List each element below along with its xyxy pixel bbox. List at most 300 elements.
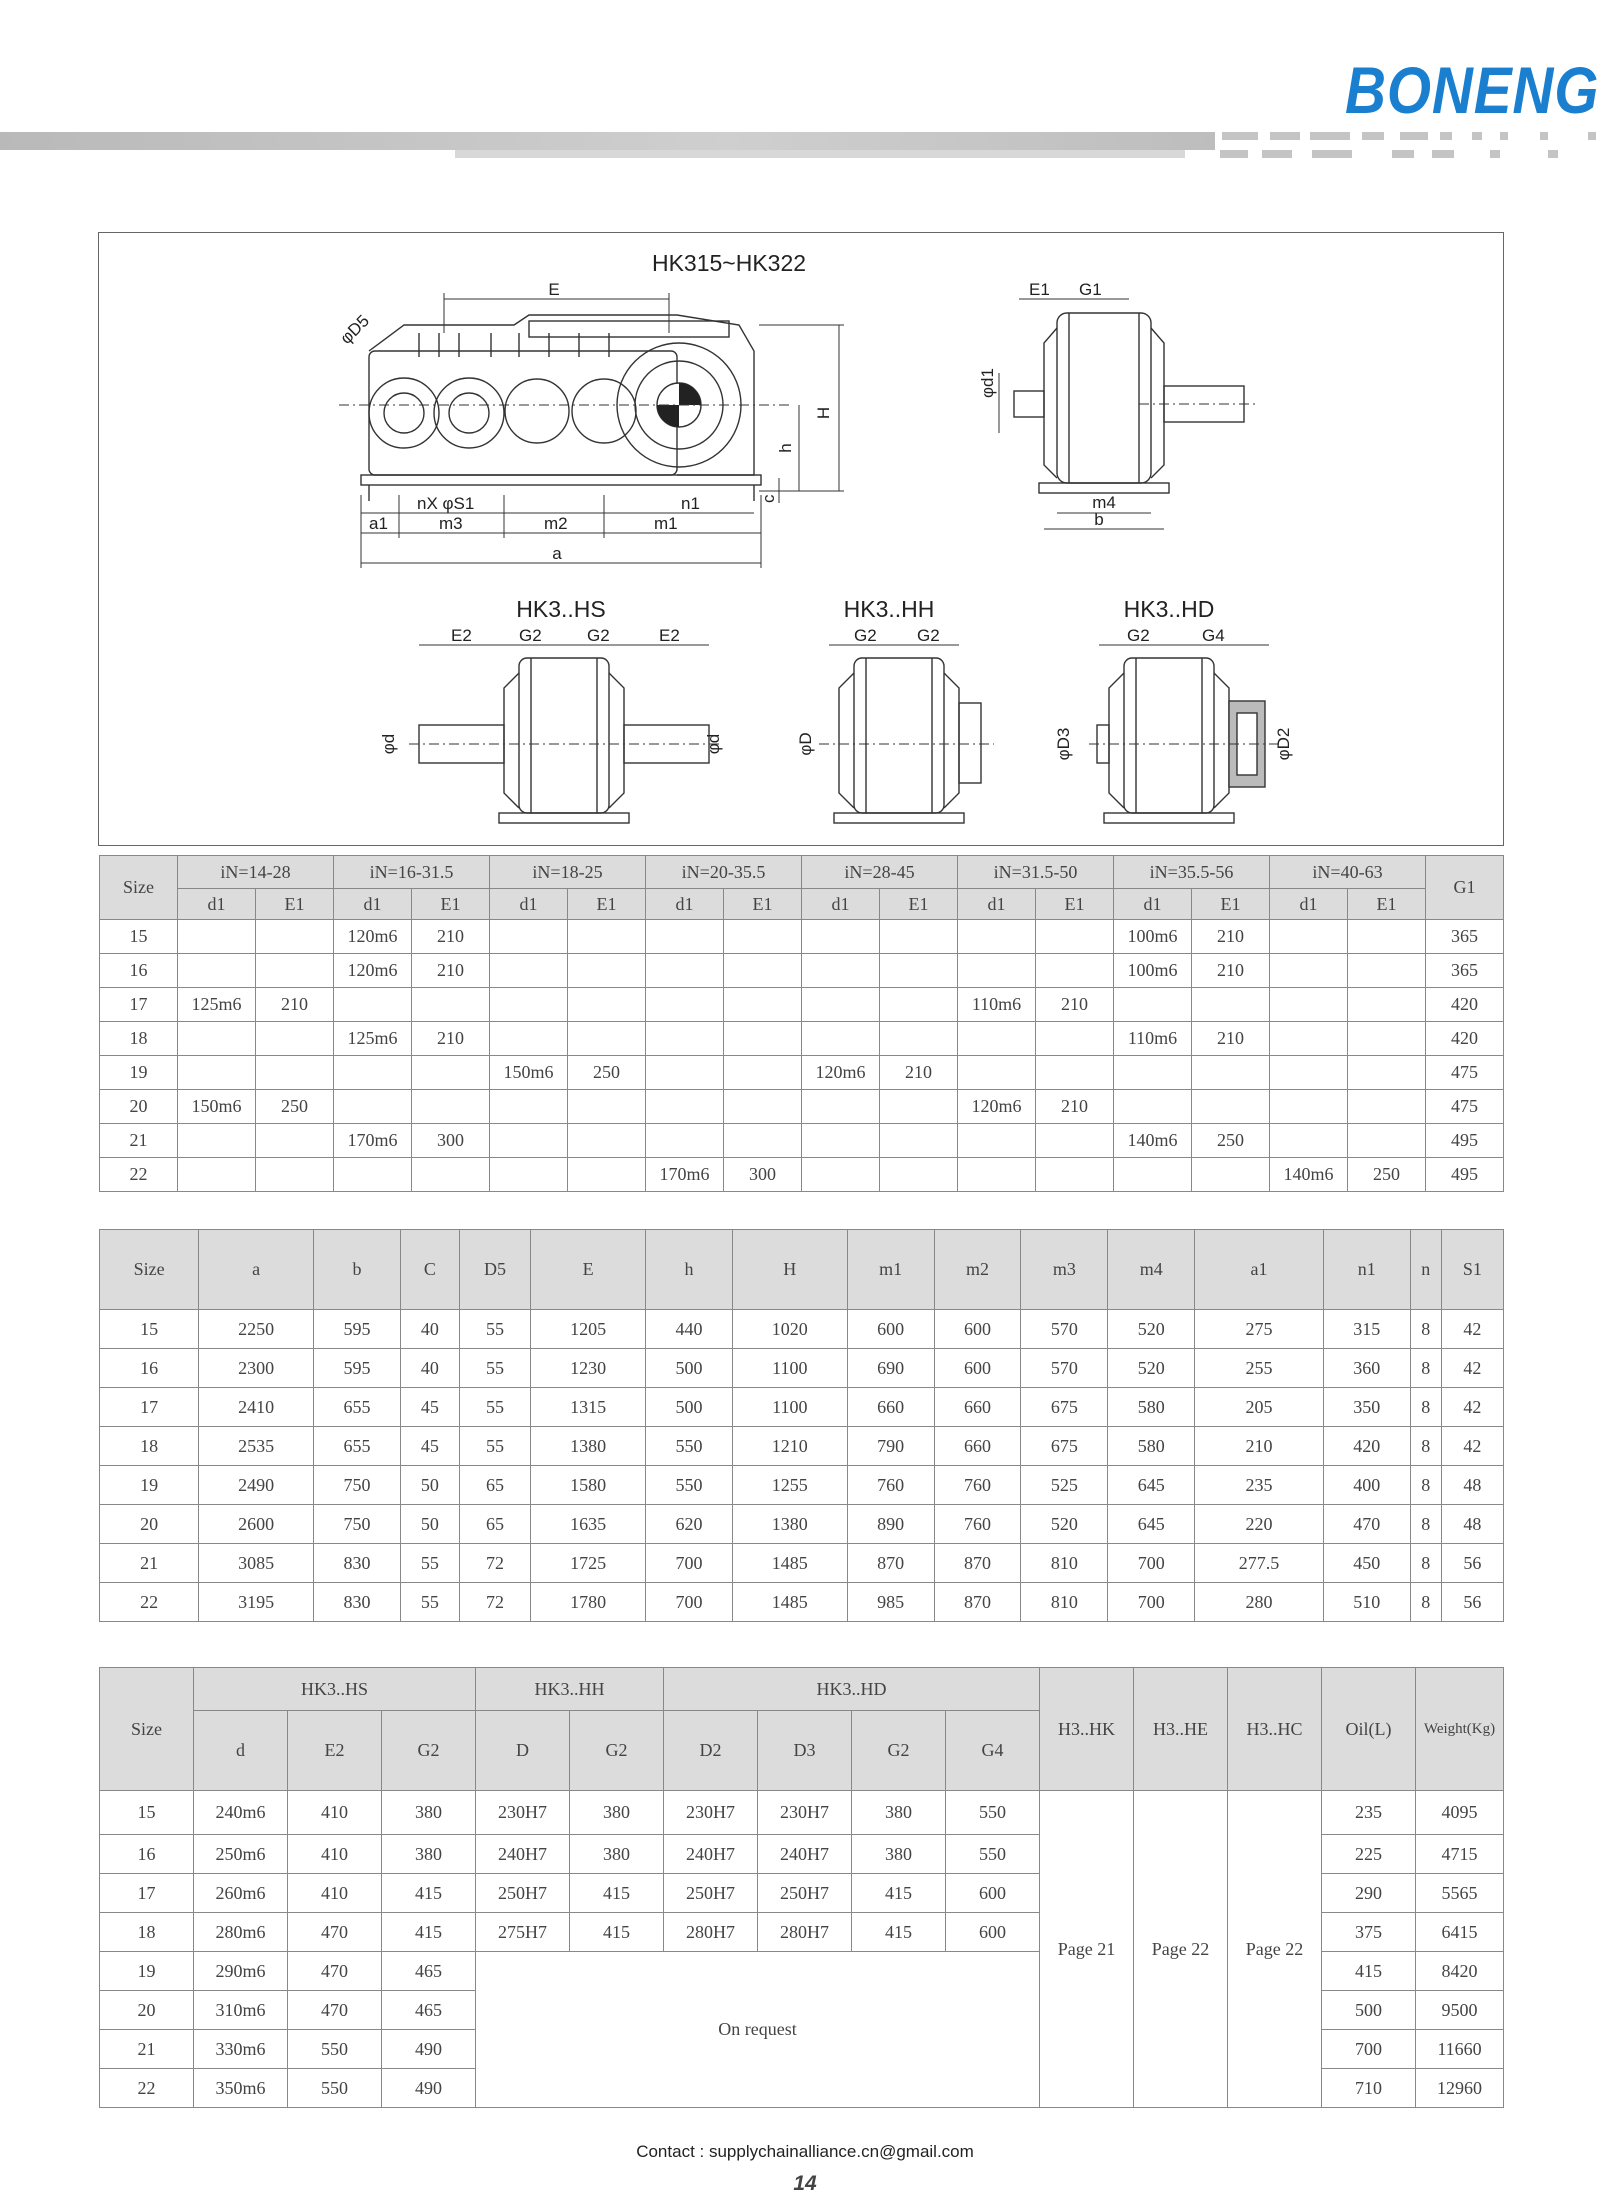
table-cell: 495 bbox=[1426, 1158, 1504, 1192]
table-cell: 110m6 bbox=[958, 988, 1036, 1022]
table-cell: 890 bbox=[847, 1505, 934, 1544]
table-cell bbox=[178, 1022, 256, 1056]
table-cell: 21 bbox=[100, 1544, 199, 1583]
table-cell: 55 bbox=[400, 1544, 459, 1583]
table-cell bbox=[1270, 1124, 1348, 1158]
view-hh bbox=[796, 596, 994, 823]
table-cell bbox=[178, 954, 256, 988]
table-cell bbox=[568, 1022, 646, 1056]
table-cell bbox=[1192, 1056, 1270, 1090]
table-cell bbox=[256, 954, 334, 988]
svg-text:φD5: φD5 bbox=[336, 311, 373, 348]
ratio-group-header: iN=16-31.5 bbox=[334, 856, 490, 889]
table-cell: 40 bbox=[400, 1310, 459, 1349]
table-cell: 210 bbox=[880, 1056, 958, 1090]
table-cell: 16 bbox=[100, 954, 178, 988]
table-cell: 870 bbox=[847, 1544, 934, 1583]
table-cell: 150m6 bbox=[490, 1056, 568, 1090]
table-cell: 985 bbox=[847, 1583, 934, 1622]
table-cell: 410 bbox=[288, 1874, 382, 1913]
header-band-lower bbox=[455, 150, 1185, 158]
table-cell bbox=[490, 920, 568, 954]
table-cell: 810 bbox=[1021, 1544, 1108, 1583]
table-cell: 410 bbox=[288, 1791, 382, 1835]
table-cell: 22 bbox=[100, 2069, 194, 2108]
table-row bbox=[100, 1583, 1504, 1622]
table-cell: 290m6 bbox=[194, 1952, 288, 1991]
size-header: Size bbox=[100, 1668, 194, 1791]
table-cell: 570 bbox=[1021, 1310, 1108, 1349]
hh-sub-header: D bbox=[476, 1711, 570, 1791]
svg-text:nX φS1: nX φS1 bbox=[417, 494, 475, 513]
svg-text:E1: E1 bbox=[1029, 280, 1050, 299]
table-cell: 277.5 bbox=[1195, 1544, 1324, 1583]
table-cell: 11660 bbox=[1416, 2030, 1504, 2069]
table-cell: 380 bbox=[852, 1835, 946, 1874]
e1-header: E1 bbox=[1036, 889, 1114, 920]
svg-text:HK3..HD: HK3..HD bbox=[1123, 596, 1215, 622]
svg-text:m1: m1 bbox=[654, 514, 678, 533]
table-cell: 55 bbox=[459, 1427, 530, 1466]
table-cell: 48 bbox=[1441, 1505, 1503, 1544]
table-cell: 100m6 bbox=[1114, 954, 1192, 988]
g1-header: G1 bbox=[1426, 856, 1504, 920]
hs-sub-header: E2 bbox=[288, 1711, 382, 1791]
d1-header: d1 bbox=[1270, 889, 1348, 920]
table-cell bbox=[958, 954, 1036, 988]
column-header: m4 bbox=[1108, 1230, 1195, 1310]
table-cell: 250H7 bbox=[758, 1874, 852, 1913]
table-cell: 550 bbox=[288, 2069, 382, 2108]
table-cell: 415 bbox=[382, 1874, 476, 1913]
table-cell bbox=[958, 1158, 1036, 1192]
svg-text:HK3..HH: HK3..HH bbox=[843, 596, 935, 622]
table-cell: 655 bbox=[314, 1427, 401, 1466]
table-cell: 48 bbox=[1441, 1466, 1503, 1505]
svg-text:h: h bbox=[776, 443, 795, 453]
e1-header: E1 bbox=[1348, 889, 1426, 920]
table-cell bbox=[880, 920, 958, 954]
e1-header: E1 bbox=[880, 889, 958, 920]
table-cell: 210 bbox=[256, 988, 334, 1022]
column-header: Size bbox=[100, 1230, 199, 1310]
table-cell: 280m6 bbox=[194, 1913, 288, 1952]
table-cell bbox=[490, 988, 568, 1022]
table-row bbox=[100, 1791, 1504, 1835]
table-cell: 600 bbox=[946, 1913, 1040, 1952]
svg-text:m2: m2 bbox=[544, 514, 568, 533]
table-cell bbox=[1270, 1056, 1348, 1090]
table-cell: 415 bbox=[570, 1874, 664, 1913]
svg-text:φd: φd bbox=[379, 733, 398, 755]
table-cell: 120m6 bbox=[958, 1090, 1036, 1124]
table-cell: 2535 bbox=[199, 1427, 314, 1466]
table-cell: 17 bbox=[100, 1874, 194, 1913]
table-cell: 470 bbox=[288, 1991, 382, 2030]
table-cell bbox=[1270, 1022, 1348, 1056]
table-cell bbox=[1036, 1056, 1114, 1090]
table-cell: 250 bbox=[1192, 1124, 1270, 1158]
table-cell bbox=[958, 1056, 1036, 1090]
table-cell: 17 bbox=[100, 988, 178, 1022]
table-cell: 20 bbox=[100, 1505, 199, 1544]
table-cell: 140m6 bbox=[1270, 1158, 1348, 1192]
table-cell: 830 bbox=[314, 1544, 401, 1583]
table-cell bbox=[256, 1124, 334, 1158]
table-cell: 65 bbox=[459, 1466, 530, 1505]
table-cell bbox=[334, 988, 412, 1022]
table-cell: 415 bbox=[852, 1913, 946, 1952]
table-cell bbox=[412, 1056, 490, 1090]
table-cell: 235 bbox=[1195, 1466, 1324, 1505]
table-cell: 120m6 bbox=[802, 1056, 880, 1090]
svg-text:G2: G2 bbox=[1127, 626, 1150, 645]
table-cell: 1315 bbox=[531, 1388, 646, 1427]
table-row bbox=[100, 1158, 1504, 1192]
table-cell: 210 bbox=[1036, 1090, 1114, 1124]
table-row bbox=[100, 1022, 1504, 1056]
column-header: D5 bbox=[459, 1230, 530, 1310]
svg-text:E: E bbox=[548, 280, 560, 299]
hs-group-header: HK3..HS bbox=[194, 1668, 476, 1711]
table-cell: 230H7 bbox=[758, 1791, 852, 1835]
column-header: n1 bbox=[1323, 1230, 1410, 1310]
table-cell bbox=[724, 920, 802, 954]
table-cell: 50 bbox=[400, 1466, 459, 1505]
hd-sub-header: D2 bbox=[664, 1711, 758, 1791]
shaft-options-table bbox=[99, 855, 1504, 1192]
svg-text:G1: G1 bbox=[1079, 280, 1102, 299]
table-cell: 45 bbox=[400, 1388, 459, 1427]
d1-header: d1 bbox=[802, 889, 880, 920]
table-cell: 365 bbox=[1426, 920, 1504, 954]
table-cell: 470 bbox=[288, 1913, 382, 1952]
h3-header: H3..HK bbox=[1040, 1668, 1134, 1791]
table-cell: 15 bbox=[100, 1310, 199, 1349]
table-cell: 250 bbox=[1348, 1158, 1426, 1192]
table-cell: 210 bbox=[1192, 954, 1270, 988]
table-cell: 170m6 bbox=[334, 1124, 412, 1158]
table-cell: 12960 bbox=[1416, 2069, 1504, 2108]
table-cell: 600 bbox=[934, 1349, 1021, 1388]
table-cell bbox=[802, 1090, 880, 1124]
table-cell: 760 bbox=[847, 1466, 934, 1505]
table-cell: 120m6 bbox=[334, 920, 412, 954]
table-cell: 20 bbox=[100, 1991, 194, 2030]
table-cell: 240m6 bbox=[194, 1791, 288, 1835]
weight-header: Weight(Kg) bbox=[1416, 1668, 1504, 1791]
svg-text:G2: G2 bbox=[587, 626, 610, 645]
table-cell: 550 bbox=[646, 1466, 733, 1505]
table-cell: 810 bbox=[1021, 1583, 1108, 1622]
table-cell: 360 bbox=[1323, 1349, 1410, 1388]
table-cell bbox=[490, 1124, 568, 1158]
output-variants-table bbox=[99, 1667, 1504, 2108]
svg-text:G4: G4 bbox=[1202, 626, 1225, 645]
table-cell: 22 bbox=[100, 1583, 199, 1622]
d1-header: d1 bbox=[958, 889, 1036, 920]
table-cell: 470 bbox=[1323, 1505, 1410, 1544]
table-cell: 1380 bbox=[531, 1427, 646, 1466]
table-cell bbox=[1348, 1056, 1426, 1090]
table-cell: 330m6 bbox=[194, 2030, 288, 2069]
d1-header: d1 bbox=[490, 889, 568, 920]
table-cell: 1635 bbox=[531, 1505, 646, 1544]
table-cell: 415 bbox=[852, 1874, 946, 1913]
table-cell: 210 bbox=[1192, 1022, 1270, 1056]
table-cell: 410 bbox=[288, 1835, 382, 1874]
brand-logo: BONENG bbox=[1345, 53, 1600, 127]
table-cell bbox=[802, 988, 880, 1022]
table-cell bbox=[802, 920, 880, 954]
table-cell: 315 bbox=[1323, 1310, 1410, 1349]
table-cell bbox=[646, 920, 724, 954]
column-header: a1 bbox=[1195, 1230, 1324, 1310]
table-cell: 675 bbox=[1021, 1427, 1108, 1466]
table-cell: 1780 bbox=[531, 1583, 646, 1622]
table-cell: 475 bbox=[1426, 1056, 1504, 1090]
table-cell bbox=[880, 1124, 958, 1158]
table-cell bbox=[1348, 954, 1426, 988]
table-cell bbox=[490, 954, 568, 988]
h3-header: H3..HE bbox=[1134, 1668, 1228, 1791]
table-cell bbox=[568, 988, 646, 1022]
table-cell: 500 bbox=[646, 1388, 733, 1427]
table-cell: 225 bbox=[1322, 1835, 1416, 1874]
table-cell: 16 bbox=[100, 1349, 199, 1388]
table-cell bbox=[568, 954, 646, 988]
table-cell: 500 bbox=[1322, 1991, 1416, 2030]
table-cell: 660 bbox=[847, 1388, 934, 1427]
table-cell bbox=[490, 1090, 568, 1124]
table-cell: 18 bbox=[100, 1913, 194, 1952]
table-cell bbox=[1036, 920, 1114, 954]
svg-text:E2: E2 bbox=[659, 626, 680, 645]
drawing-title: HK315~HK322 bbox=[651, 250, 807, 276]
table-cell bbox=[1348, 1090, 1426, 1124]
table-cell: 8 bbox=[1410, 1544, 1441, 1583]
table-cell: 8 bbox=[1410, 1505, 1441, 1544]
table-cell: 250m6 bbox=[194, 1835, 288, 1874]
table-cell: 3085 bbox=[199, 1544, 314, 1583]
svg-text:m4: m4 bbox=[1092, 493, 1116, 512]
hh-group-header: HK3..HH bbox=[476, 1668, 664, 1711]
table-row bbox=[100, 1090, 1504, 1124]
table-cell bbox=[802, 954, 880, 988]
table-cell: 520 bbox=[1021, 1505, 1108, 1544]
table-cell: 830 bbox=[314, 1583, 401, 1622]
ratio-group-header: iN=20-35.5 bbox=[646, 856, 802, 889]
table-cell: 380 bbox=[852, 1791, 946, 1835]
table-cell: 55 bbox=[459, 1388, 530, 1427]
svg-text:a1: a1 bbox=[369, 514, 388, 533]
table-cell: 255 bbox=[1195, 1349, 1324, 1388]
table-cell: 595 bbox=[314, 1349, 401, 1388]
table-cell bbox=[646, 1022, 724, 1056]
side-view bbox=[978, 280, 1259, 529]
table-cell: 870 bbox=[934, 1583, 1021, 1622]
table-cell: 210 bbox=[1195, 1427, 1324, 1466]
table-cell: 18 bbox=[100, 1022, 178, 1056]
table-cell bbox=[1114, 1158, 1192, 1192]
table-cell bbox=[568, 1124, 646, 1158]
table-cell bbox=[724, 1022, 802, 1056]
table-cell: 280 bbox=[1195, 1583, 1324, 1622]
dimensions-table bbox=[99, 1229, 1504, 1622]
svg-text:φD2: φD2 bbox=[1274, 727, 1293, 761]
column-header: h bbox=[646, 1230, 733, 1310]
table-cell bbox=[646, 988, 724, 1022]
table-cell: 4715 bbox=[1416, 1835, 1504, 1874]
table-cell bbox=[724, 1090, 802, 1124]
table-cell bbox=[724, 954, 802, 988]
table-cell: 660 bbox=[934, 1427, 1021, 1466]
table-cell bbox=[412, 988, 490, 1022]
table-cell: 15 bbox=[100, 920, 178, 954]
table-cell bbox=[1270, 954, 1348, 988]
table-cell: 110m6 bbox=[1114, 1022, 1192, 1056]
table-cell: 2410 bbox=[199, 1388, 314, 1427]
table-cell: 440 bbox=[646, 1310, 733, 1349]
table-cell: 250 bbox=[568, 1056, 646, 1090]
table-cell: 495 bbox=[1426, 1124, 1504, 1158]
table-cell bbox=[1036, 954, 1114, 988]
page-ref-cell: Page 22 bbox=[1134, 1791, 1228, 2108]
table-cell bbox=[1192, 1090, 1270, 1124]
table-cell: 5565 bbox=[1416, 1874, 1504, 1913]
table-cell bbox=[1348, 920, 1426, 954]
svg-text:E2: E2 bbox=[451, 626, 472, 645]
table-cell: 120m6 bbox=[334, 954, 412, 988]
table-row bbox=[100, 1388, 1504, 1427]
table-cell bbox=[412, 1090, 490, 1124]
table-cell: 8420 bbox=[1416, 1952, 1504, 1991]
table-cell: 240H7 bbox=[664, 1835, 758, 1874]
table-cell: 300 bbox=[412, 1124, 490, 1158]
table-cell: 475 bbox=[1426, 1090, 1504, 1124]
table-cell: 525 bbox=[1021, 1466, 1108, 1505]
table-cell: 645 bbox=[1108, 1466, 1195, 1505]
table-cell bbox=[1192, 988, 1270, 1022]
table-cell: 3195 bbox=[199, 1583, 314, 1622]
table-cell: 55 bbox=[459, 1349, 530, 1388]
table-cell: 710 bbox=[1322, 2069, 1416, 2108]
e1-header: E1 bbox=[1192, 889, 1270, 920]
table-cell: 700 bbox=[1108, 1583, 1195, 1622]
table-cell: 8 bbox=[1410, 1427, 1441, 1466]
svg-text:n1: n1 bbox=[681, 494, 700, 513]
table-cell: 21 bbox=[100, 1124, 178, 1158]
table-cell bbox=[178, 1124, 256, 1158]
table-cell: 42 bbox=[1441, 1310, 1503, 1349]
table-cell: 580 bbox=[1108, 1388, 1195, 1427]
table-cell bbox=[1114, 988, 1192, 1022]
oil-header: Oil(L) bbox=[1322, 1668, 1416, 1791]
table-cell: 750 bbox=[314, 1466, 401, 1505]
table-cell: 1100 bbox=[732, 1388, 847, 1427]
table-cell: 42 bbox=[1441, 1427, 1503, 1466]
table-cell: 350 bbox=[1323, 1388, 1410, 1427]
table-cell bbox=[334, 1090, 412, 1124]
hh-sub-header: G2 bbox=[570, 1711, 664, 1791]
table-cell: 380 bbox=[382, 1835, 476, 1874]
table-cell: 595 bbox=[314, 1310, 401, 1349]
dimension-drawing bbox=[98, 232, 1504, 846]
table-cell: 240H7 bbox=[476, 1835, 570, 1874]
svg-text:G2: G2 bbox=[854, 626, 877, 645]
hd-group-header: HK3..HD bbox=[664, 1668, 1040, 1711]
table-cell: 275H7 bbox=[476, 1913, 570, 1952]
table-cell bbox=[568, 1158, 646, 1192]
hs-sub-header: G2 bbox=[382, 1711, 476, 1791]
table-row bbox=[100, 988, 1504, 1022]
table-cell bbox=[880, 954, 958, 988]
table-cell: 1210 bbox=[732, 1427, 847, 1466]
column-header: C bbox=[400, 1230, 459, 1310]
table-cell: 290 bbox=[1322, 1874, 1416, 1913]
table-cell: 420 bbox=[1426, 988, 1504, 1022]
table-cell: 550 bbox=[288, 2030, 382, 2069]
front-view bbox=[336, 280, 844, 568]
table-cell: 230H7 bbox=[664, 1791, 758, 1835]
table-cell: 55 bbox=[400, 1583, 459, 1622]
table-cell: 210 bbox=[412, 1022, 490, 1056]
table-cell: 22 bbox=[100, 1158, 178, 1192]
d1-header: d1 bbox=[178, 889, 256, 920]
table-cell: 125m6 bbox=[334, 1022, 412, 1056]
page-number: 14 bbox=[793, 2172, 817, 2195]
table-cell: 210 bbox=[412, 920, 490, 954]
table-cell: 15 bbox=[100, 1791, 194, 1835]
table-cell bbox=[646, 1056, 724, 1090]
header-band bbox=[0, 132, 1215, 150]
table-cell: 19 bbox=[100, 1056, 178, 1090]
svg-text:φd1: φd1 bbox=[978, 368, 997, 398]
table-cell: 210 bbox=[412, 954, 490, 988]
table-cell bbox=[412, 1158, 490, 1192]
table-cell: 600 bbox=[934, 1310, 1021, 1349]
table-cell: 260m6 bbox=[194, 1874, 288, 1913]
table-cell: 1100 bbox=[732, 1349, 847, 1388]
table-cell: 1205 bbox=[531, 1310, 646, 1349]
table-cell: 8 bbox=[1410, 1310, 1441, 1349]
table-row bbox=[100, 1544, 1504, 1583]
hd-sub-header: G4 bbox=[946, 1711, 1040, 1791]
table-cell: 4095 bbox=[1416, 1791, 1504, 1835]
ratio-group-header: iN=40-63 bbox=[1270, 856, 1426, 889]
table-cell: 2300 bbox=[199, 1349, 314, 1388]
table-cell: 20 bbox=[100, 1090, 178, 1124]
table-cell: 8 bbox=[1410, 1583, 1441, 1622]
table-row bbox=[100, 1310, 1504, 1349]
table-cell: 600 bbox=[847, 1310, 934, 1349]
table-cell: 56 bbox=[1441, 1544, 1503, 1583]
table-cell: 700 bbox=[1108, 1544, 1195, 1583]
svg-text:φD3: φD3 bbox=[1054, 727, 1073, 761]
table-cell bbox=[1348, 1022, 1426, 1056]
column-header: m1 bbox=[847, 1230, 934, 1310]
svg-text:m3: m3 bbox=[439, 514, 463, 533]
e1-header: E1 bbox=[412, 889, 490, 920]
table-cell: 140m6 bbox=[1114, 1124, 1192, 1158]
ratio-group-header: iN=28-45 bbox=[802, 856, 958, 889]
table-cell: 45 bbox=[400, 1427, 459, 1466]
table-cell: 9500 bbox=[1416, 1991, 1504, 2030]
table-cell bbox=[1270, 988, 1348, 1022]
table-cell bbox=[958, 1022, 1036, 1056]
table-cell: 450 bbox=[1323, 1544, 1410, 1583]
view-hd bbox=[1054, 596, 1293, 823]
